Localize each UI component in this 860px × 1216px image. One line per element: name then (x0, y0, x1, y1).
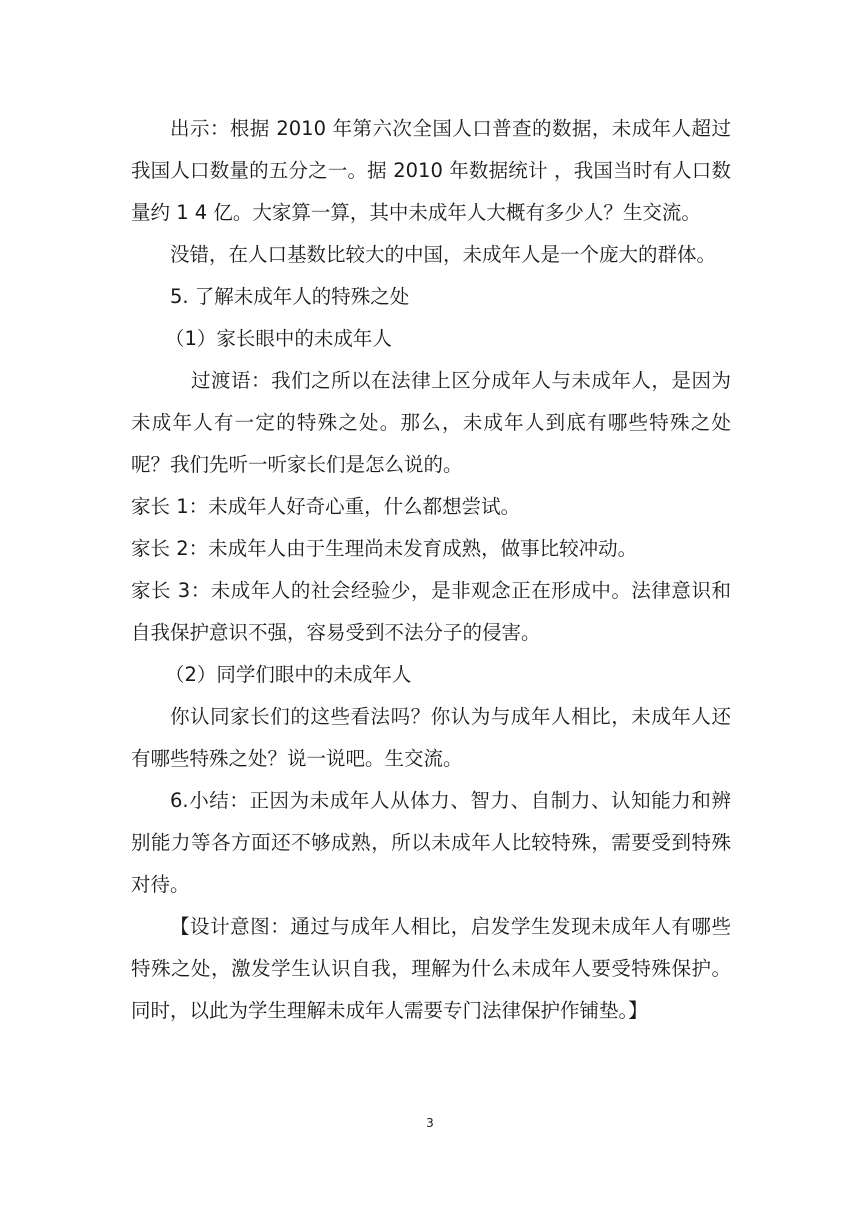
subheading-parents-view: （1）家长眼中的未成年人 (165, 327, 392, 350)
section-heading-5: 5. 了解未成年人的特殊之处 (170, 285, 410, 308)
paragraph-large-group: 没错，在人口基数比较大的中国，未成年人是一个庞大的群体。 (170, 243, 717, 266)
paragraph-discussion: 你认同家长们的这些看法吗？你认为与成年人相比，未成年人还有哪些特殊之处？说一说吧。生交流。 (131, 705, 731, 770)
subheading-students-view: （2）同学们眼中的未成年人 (165, 663, 412, 686)
paragraph-parent-3: 家长 3：未成年人的社会经验少，是非观念正在形成中。法律意识和自我保护意识不强，容易受到不法分子的侵害。 (131, 579, 731, 644)
paragraph-parent-2: 家长 2：未成年人由于生理尚未发育成熟，做事比较冲动。 (131, 537, 638, 560)
paragraph-census-data: 出示：根据 2010 年第六次全国人口普查的数据，未成年人超过我国人口数量的五分之一。据 2010 年数据统计 ，我国当时有人口数量约 1 4 亿。大家算一算，其中未成年人大概有多少人？生交流。 (131, 117, 731, 224)
document-body (131, 108, 731, 1032)
paragraph-design-intent: 【设计意图：通过与成年人相比，启发学生发现未成年人有哪些特殊之处，激发学生认识自我，理解为什么未成年人要受特殊保护。同时，以此为学生理解未成年人需要专门法律保护作铺垫。】 (131, 915, 731, 1022)
paragraph-summary: 6.小结：正因为未成年人从体力、智力、自制力、认知能力和辨别能力等各方面还不够成熟，所以未成年人比较特殊，需要受到特殊对待。 (131, 789, 731, 896)
paragraph-parent-1: 家长 1：未成年人好奇心重，什么都想尝试。 (131, 495, 521, 518)
paragraph-transition: 过渡语：我们之所以在法律上区分成年人与未成年人，是因为未成年人有一定的特殊之处。那么，未成年人到底有哪些特殊之处呢？我们先听一听家长们是怎么说的。 (131, 369, 731, 476)
page-number: 3 (426, 1116, 434, 1130)
